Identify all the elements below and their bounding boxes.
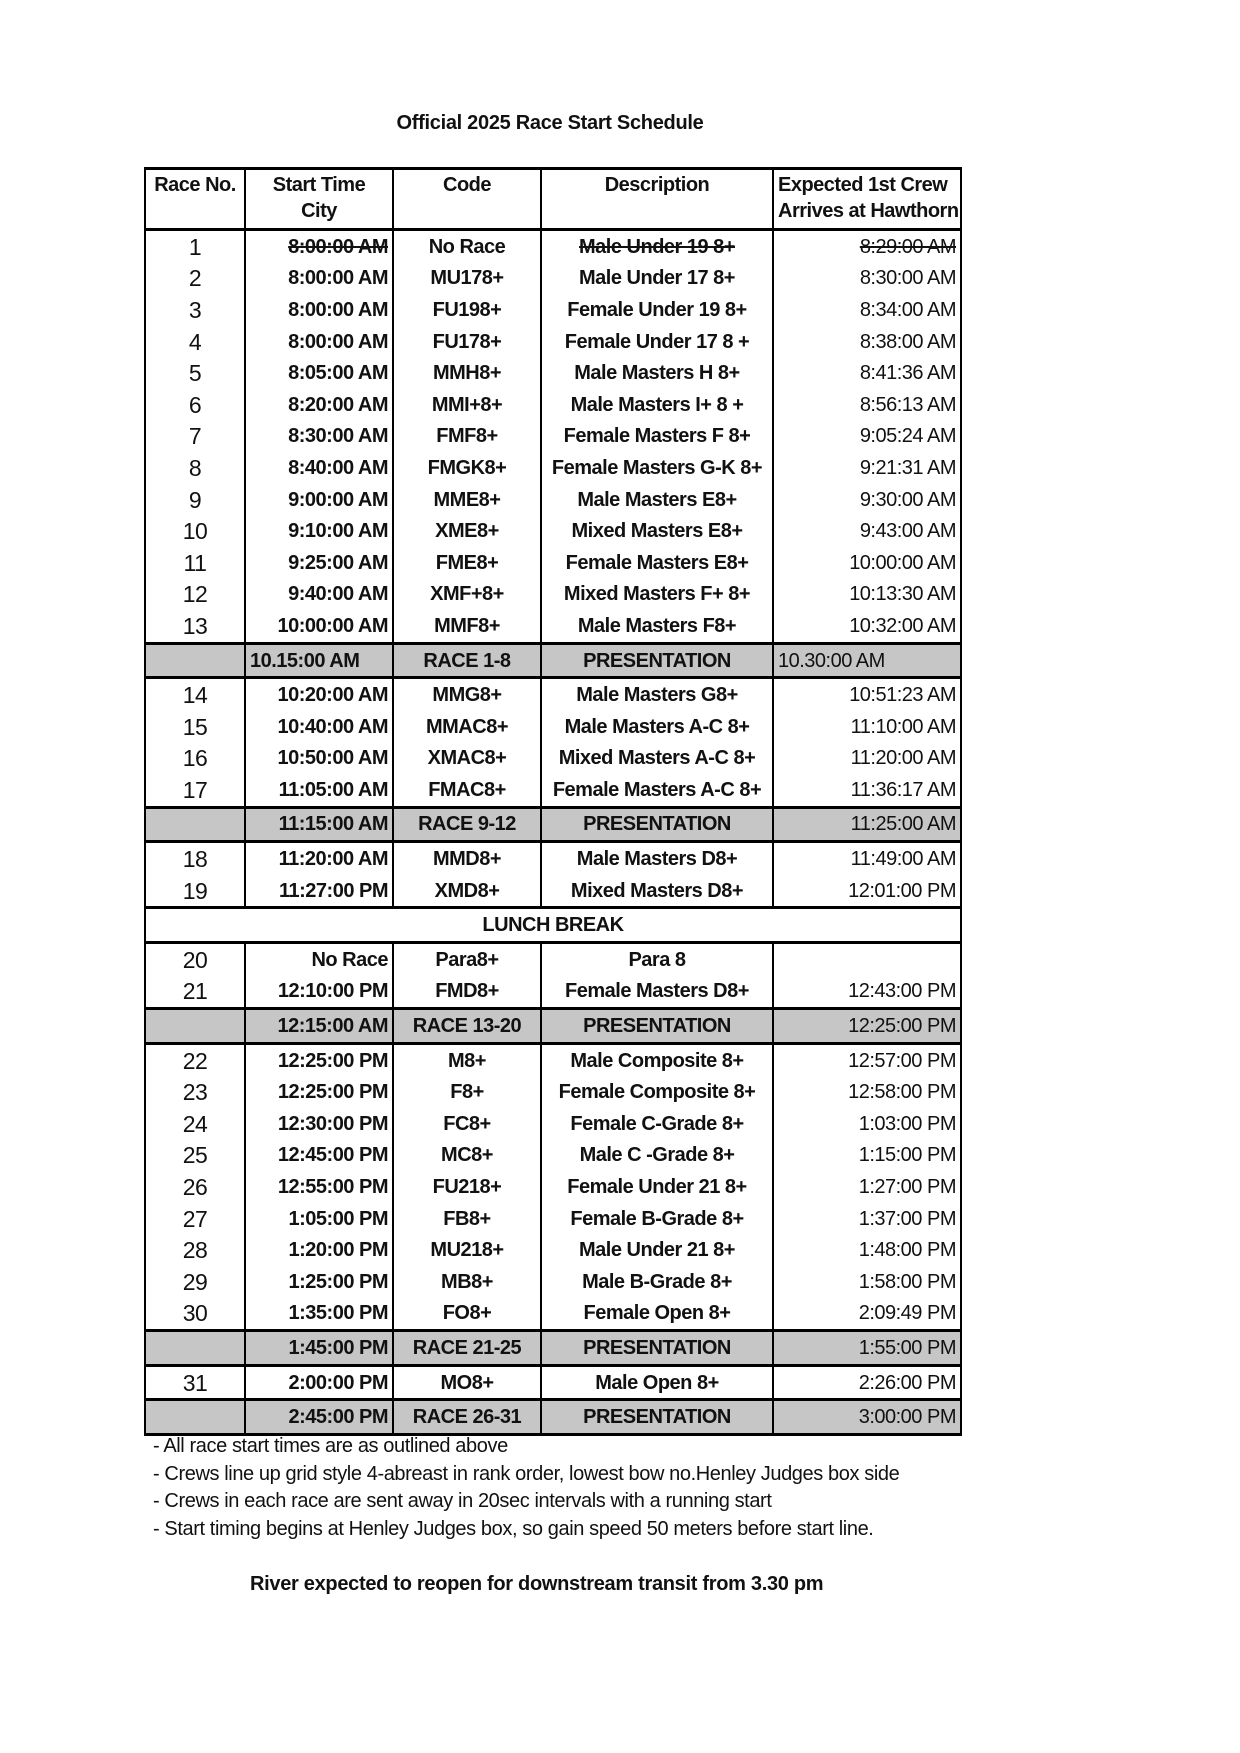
code-cell: M8+ [393,1043,541,1076]
start-time-cell: 10:20:00 AM [245,678,393,711]
expected-arrival-cell: 12:58:00 PM [773,1076,961,1108]
start-time-cell: 10.15:00 AM [245,643,393,678]
description-cell: Female B-Grade 8+ [541,1203,773,1235]
code-cell: No Race [393,230,541,263]
code-cell: RACE 13-20 [393,1009,541,1044]
description-cell: Male Masters F8+ [541,610,773,643]
race-row [145,1234,961,1266]
expected-arrival-cell: 1:27:00 PM [773,1171,961,1203]
start-time-cell: 1:35:00 PM [245,1298,393,1331]
start-time-cell: 12:30:00 PM [245,1108,393,1140]
description-cell: PRESENTATION [541,1331,773,1366]
description-cell: Male Masters H 8+ [541,357,773,389]
start-time-cell: 12:55:00 PM [245,1171,393,1203]
description-cell: PRESENTATION [541,807,773,842]
race-row [145,1171,961,1203]
presentation-row [145,643,961,678]
expected-arrival-cell: 11:25:00 AM [773,807,961,842]
code-cell: MMAC8+ [393,711,541,743]
race-row [145,515,961,547]
description-cell: Mixed Masters A-C 8+ [541,743,773,775]
expected-arrival-cell: 1:48:00 PM [773,1234,961,1266]
code-cell: RACE 21-25 [393,1331,541,1366]
notes-list [153,1433,899,1543]
expected-arrival-cell: 10:51:23 AM [773,678,961,711]
start-time-cell: 12:25:00 PM [245,1043,393,1076]
start-time-cell: 12:25:00 PM [245,1076,393,1108]
code-cell: FMD8+ [393,976,541,1009]
start-time-cell: 8:00:00 AM [245,263,393,295]
start-time-cell: 8:40:00 AM [245,452,393,484]
race-number-cell: 29 [145,1266,245,1298]
code-cell: MO8+ [393,1365,541,1400]
race-row [145,263,961,295]
race-row [145,774,961,807]
code-cell: RACE 9-12 [393,807,541,842]
race-number-cell: 5 [145,357,245,389]
description-cell: Male Open 8+ [541,1365,773,1400]
code-cell: MMI+8+ [393,389,541,421]
start-time-cell: 2:45:00 PM [245,1400,393,1435]
race-number-cell: 24 [145,1108,245,1140]
race-row [145,484,961,516]
race-number-cell: 15 [145,711,245,743]
description-cell: Female Masters F 8+ [541,421,773,453]
code-cell: Para8+ [393,943,541,976]
start-time-cell: 1:05:00 PM [245,1203,393,1235]
start-time-cell: 12:15:00 AM [245,1009,393,1044]
race-number-cell [145,1331,245,1366]
description-cell: PRESENTATION [541,1009,773,1044]
header-start-time: Start Time City [245,169,393,230]
code-cell: XME8+ [393,515,541,547]
race-number-cell: 20 [145,943,245,976]
race-row [145,452,961,484]
start-time-cell: 10:50:00 AM [245,743,393,775]
race-row [145,678,961,711]
description-cell: Female Open 8+ [541,1298,773,1331]
description-cell: Female Masters E8+ [541,547,773,579]
code-cell: MB8+ [393,1266,541,1298]
race-row [145,711,961,743]
expected-arrival-cell: 3:00:00 PM [773,1400,961,1435]
expected-arrival-cell [773,943,961,976]
code-cell: FU198+ [393,294,541,326]
start-time-cell: 12:45:00 PM [245,1140,393,1172]
race-row [145,1108,961,1140]
start-time-cell: 8:00:00 AM [245,326,393,358]
note-line: - All race start times are as outlined above [153,1435,508,1457]
presentation-row [145,1400,961,1435]
expected-arrival-cell: 1:15:00 PM [773,1140,961,1172]
description-cell: PRESENTATION [541,643,773,678]
expected-arrival-cell: 9:30:00 AM [773,484,961,516]
start-time-cell: 11:15:00 AM [245,807,393,842]
code-cell: FC8+ [393,1108,541,1140]
expected-arrival-cell: 10:13:30 AM [773,579,961,611]
start-time-cell: No Race [245,943,393,976]
description-cell: Female Under 17 8 + [541,326,773,358]
expected-arrival-cell: 8:41:36 AM [773,357,961,389]
race-row [145,1076,961,1108]
description-cell: PRESENTATION [541,1400,773,1435]
description-cell: Mixed Masters E8+ [541,515,773,547]
expected-arrival-cell: 9:05:24 AM [773,421,961,453]
table-body [145,230,961,1435]
start-time-cell: 11:20:00 AM [245,842,393,875]
race-number-cell [145,643,245,678]
presentation-row [145,1331,961,1366]
race-number-cell: 27 [145,1203,245,1235]
code-cell: FMGK8+ [393,452,541,484]
race-number-cell: 12 [145,579,245,611]
start-time-cell: 12:10:00 PM [245,976,393,1009]
start-time-cell: 9:10:00 AM [245,515,393,547]
race-row [145,547,961,579]
code-cell: FU178+ [393,326,541,358]
header-expected-arrival: Expected 1st Crew Arrives at Hawthorn [773,169,961,230]
presentation-row [145,1009,961,1044]
header-code: Code [393,169,541,230]
expected-arrival-cell: 11:20:00 AM [773,743,961,775]
description-cell: Male B-Grade 8+ [541,1266,773,1298]
race-number-cell [145,807,245,842]
race-number-cell: 9 [145,484,245,516]
race-number-cell: 25 [145,1140,245,1172]
description-cell: Male Masters G8+ [541,678,773,711]
code-cell: XMD8+ [393,875,541,908]
expected-arrival-cell: 12:01:00 PM [773,875,961,908]
race-number-cell: 30 [145,1298,245,1331]
code-cell: MMD8+ [393,842,541,875]
expected-arrival-cell: 9:43:00 AM [773,515,961,547]
expected-arrival-cell: 9:21:31 AM [773,452,961,484]
description-cell: Para 8 [541,943,773,976]
race-number-cell: 2 [145,263,245,295]
description-cell: Mixed Masters D8+ [541,875,773,908]
race-row [145,610,961,643]
note-line: - Crews in each race are sent away in 20sec intervals with a running start [153,1490,772,1512]
description-cell: Male Masters E8+ [541,484,773,516]
expected-arrival-cell: 12:57:00 PM [773,1043,961,1076]
start-time-cell: 8:00:00 AM [245,294,393,326]
code-cell: MMF8+ [393,610,541,643]
race-row [145,230,961,263]
start-time-cell: 8:05:00 AM [245,357,393,389]
expected-arrival-cell: 8:29:00 AM [773,230,961,263]
description-cell: Male Under 19 8+ [541,230,773,263]
expected-arrival-cell: 8:38:00 AM [773,326,961,358]
note-line: - Crews line up grid style 4-abreast in rank order, lowest bow no.Henley Judges box side [153,1462,900,1485]
description-cell: Female Masters D8+ [541,976,773,1009]
expected-arrival-cell: 1:37:00 PM [773,1203,961,1235]
race-number-cell: 28 [145,1234,245,1266]
header-description: Description [541,169,773,230]
description-cell: Female C-Grade 8+ [541,1108,773,1140]
start-time-cell: 2:00:00 PM [245,1365,393,1400]
race-row [145,326,961,358]
expected-arrival-cell: 12:43:00 PM [773,976,961,1009]
code-cell: RACE 1-8 [393,643,541,678]
start-time-cell: 8:20:00 AM [245,389,393,421]
race-number-cell: 16 [145,743,245,775]
race-row [145,357,961,389]
race-number-cell: 11 [145,547,245,579]
race-number-cell: 7 [145,421,245,453]
expected-arrival-cell: 11:36:17 AM [773,774,961,807]
description-cell: Male Composite 8+ [541,1043,773,1076]
race-number-cell: 26 [145,1171,245,1203]
code-cell: F8+ [393,1076,541,1108]
race-number-cell: 17 [145,774,245,807]
start-time-cell: 8:30:00 AM [245,421,393,453]
description-cell: Male Masters I+ 8 + [541,389,773,421]
race-row [145,1043,961,1076]
code-cell: FB8+ [393,1203,541,1235]
race-number-cell [145,1009,245,1044]
race-row [145,1140,961,1172]
code-cell: MU178+ [393,263,541,295]
description-cell: Male Masters A-C 8+ [541,711,773,743]
code-cell: FU218+ [393,1171,541,1203]
description-cell: Male Under 17 8+ [541,263,773,295]
expected-arrival-cell: 2:26:00 PM [773,1365,961,1400]
expected-arrival-cell: 8:56:13 AM [773,389,961,421]
code-cell: RACE 26-31 [393,1400,541,1435]
race-row [145,1298,961,1331]
race-number-cell: 18 [145,842,245,875]
race-row [145,842,961,875]
start-time-cell: 1:45:00 PM [245,1331,393,1366]
lunch-break-row [145,908,961,943]
description-cell: Female Under 21 8+ [541,1171,773,1203]
expected-arrival-cell: 8:34:00 AM [773,294,961,326]
start-time-cell: 1:20:00 PM [245,1234,393,1266]
race-row [145,1365,961,1400]
race-row [145,976,961,1009]
race-number-cell: 13 [145,610,245,643]
expected-arrival-cell: 11:10:00 AM [773,711,961,743]
race-number-cell: 19 [145,875,245,908]
race-schedule-table [144,167,962,1436]
expected-arrival-cell: 10:00:00 AM [773,547,961,579]
description-cell: Female Under 19 8+ [541,294,773,326]
description-cell: Male Masters D8+ [541,842,773,875]
start-time-cell: 8:00:00 AM [245,230,393,263]
race-number-cell: 1 [145,230,245,263]
race-row [145,1266,961,1298]
description-cell: Male C -Grade 8+ [541,1140,773,1172]
race-number-cell: 22 [145,1043,245,1076]
code-cell: FME8+ [393,547,541,579]
expected-arrival-cell: 10.30:00 AM [773,643,961,678]
expected-arrival-cell: 11:49:00 AM [773,842,961,875]
presentation-row [145,807,961,842]
race-number-cell: 4 [145,326,245,358]
code-cell: MMH8+ [393,357,541,389]
race-number-cell: 8 [145,452,245,484]
expected-arrival-cell: 1:03:00 PM [773,1108,961,1140]
race-number-cell: 3 [145,294,245,326]
expected-arrival-cell: 8:30:00 AM [773,263,961,295]
description-cell: Male Under 21 8+ [541,1234,773,1266]
description-cell: Female Composite 8+ [541,1076,773,1108]
code-cell: MC8+ [393,1140,541,1172]
race-row [145,875,961,908]
start-time-cell: 1:25:00 PM [245,1266,393,1298]
race-row [145,294,961,326]
description-cell: Female Masters G-K 8+ [541,452,773,484]
code-cell: MMG8+ [393,678,541,711]
page-title: Official 2025 Race Start Schedule [396,112,704,134]
race-row [145,943,961,976]
header-race-no: Race No. [145,169,245,230]
start-time-cell: 9:25:00 AM [245,547,393,579]
code-cell: XMF+8+ [393,579,541,611]
expected-arrival-cell: 10:32:00 AM [773,610,961,643]
race-number-cell: 14 [145,678,245,711]
race-row [145,743,961,775]
race-row [145,1203,961,1235]
code-cell: XMAC8+ [393,743,541,775]
river-reopen-note: River expected to reopen for downstream transit from 3.30 pm [250,1573,824,1595]
expected-arrival-cell: 1:58:00 PM [773,1266,961,1298]
lunch-break-label: LUNCH BREAK [145,908,961,943]
race-row [145,421,961,453]
code-cell: FMAC8+ [393,774,541,807]
table-header-row [145,169,961,230]
start-time-cell: 11:05:00 AM [245,774,393,807]
start-time-cell: 9:40:00 AM [245,579,393,611]
race-number-cell: 6 [145,389,245,421]
expected-arrival-cell: 2:09:49 PM [773,1298,961,1331]
start-time-cell: 10:40:00 AM [245,711,393,743]
race-number-cell [145,1400,245,1435]
code-cell: MU218+ [393,1234,541,1266]
race-row [145,579,961,611]
race-number-cell: 31 [145,1365,245,1400]
start-time-cell: 10:00:00 AM [245,610,393,643]
race-number-cell: 10 [145,515,245,547]
note-line: - Start timing begins at Henley Judges box, so gain speed 50 meters before start line. [153,1517,874,1540]
race-row [145,389,961,421]
description-cell: Mixed Masters F+ 8+ [541,579,773,611]
code-cell: MME8+ [393,484,541,516]
race-number-cell: 21 [145,976,245,1009]
code-cell: FMF8+ [393,421,541,453]
expected-arrival-cell: 12:25:00 PM [773,1009,961,1044]
start-time-cell: 9:00:00 AM [245,484,393,516]
start-time-cell: 11:27:00 PM [245,875,393,908]
expected-arrival-cell: 1:55:00 PM [773,1331,961,1366]
description-cell: Female Masters A-C 8+ [541,774,773,807]
code-cell: FO8+ [393,1298,541,1331]
race-number-cell: 23 [145,1076,245,1108]
